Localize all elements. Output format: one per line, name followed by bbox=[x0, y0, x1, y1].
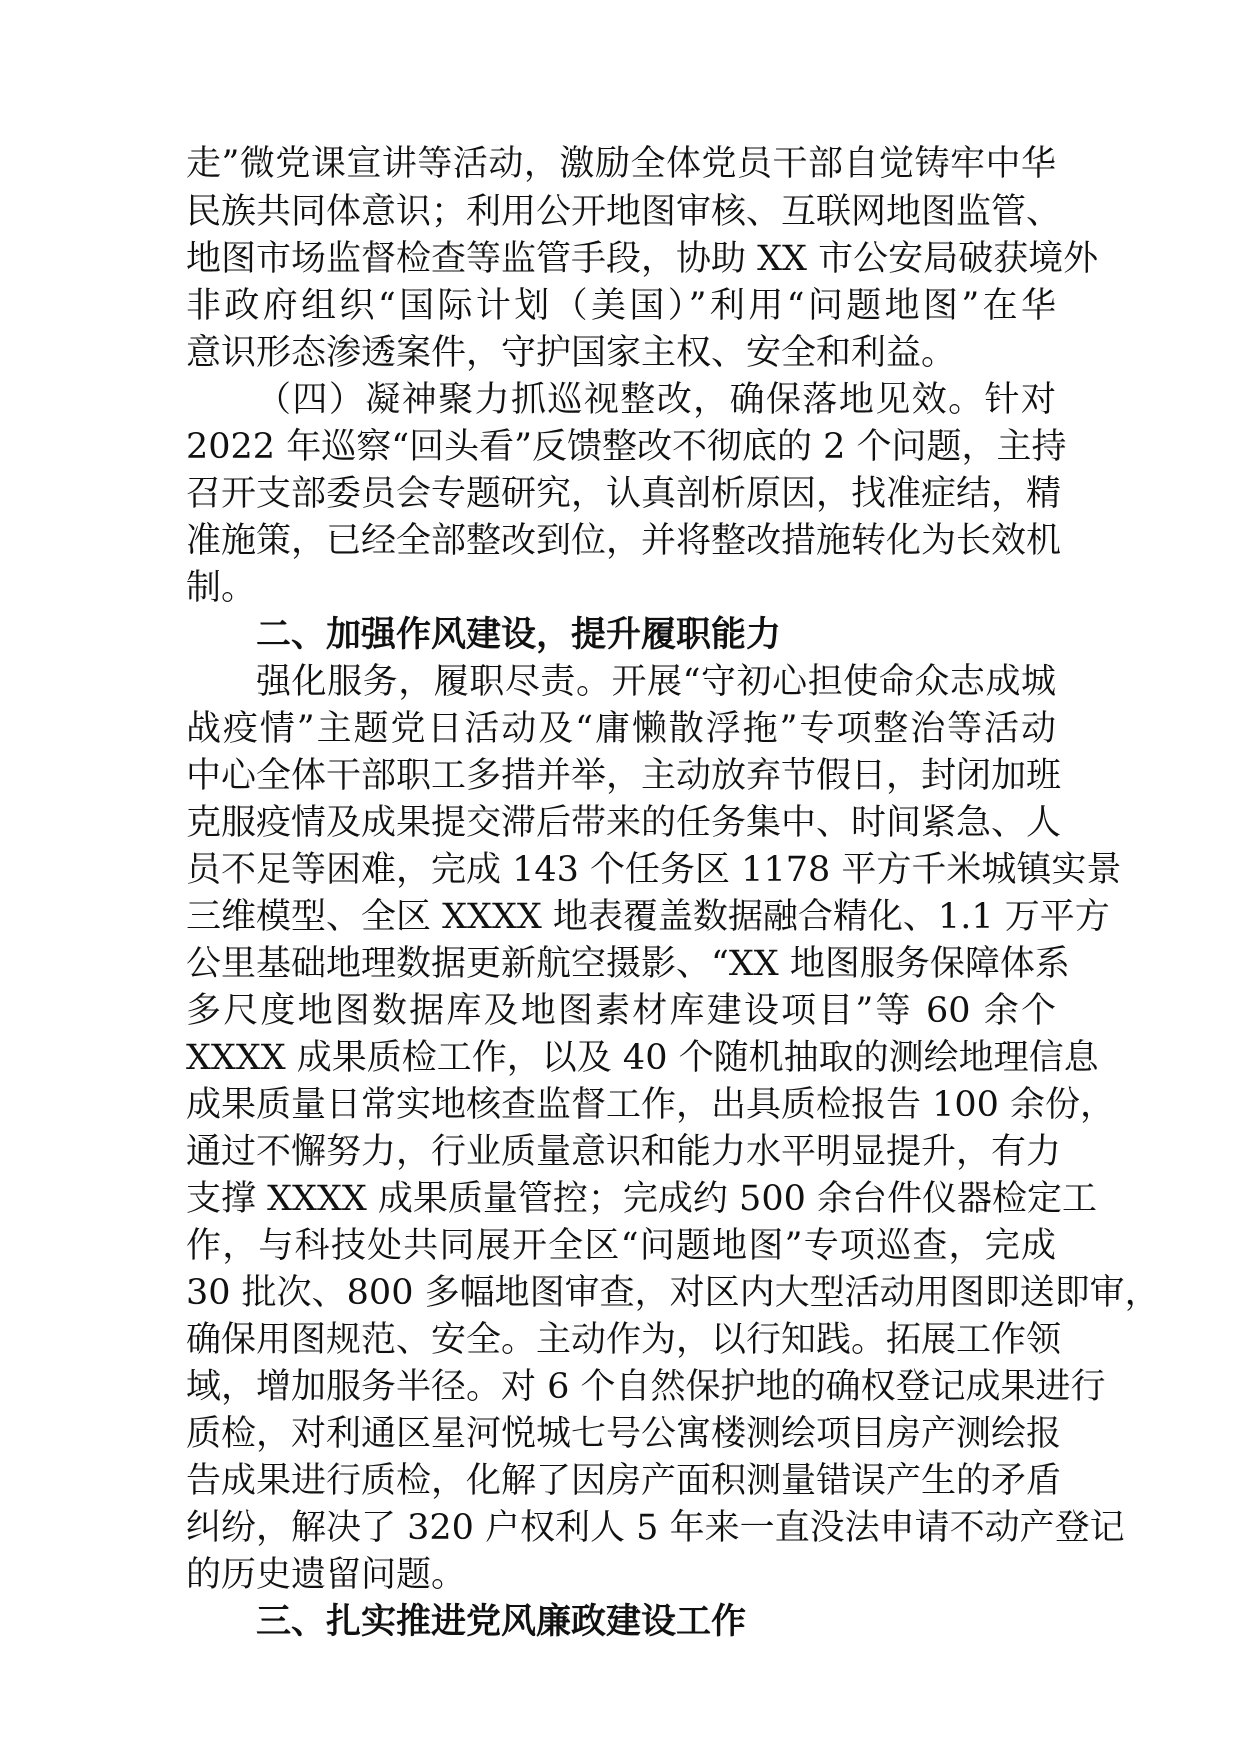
text-line: 地图市场监督检查等监管手段，协助 XX 市公安局破获境外 bbox=[186, 239, 1099, 279]
text-line: 支撑 XXXX 成果质量管控；完成约 500 余台件仪器检定工 bbox=[186, 1179, 1097, 1219]
text-line: 准施策，已经全部整改到位，并将整改措施转化为长效机 bbox=[186, 521, 1062, 561]
text-line: 召开支部委员会专题研究，认真剖析原因，找准症结，精 bbox=[186, 474, 1062, 514]
text-line: 2022 年巡察“回头看”反馈整改不彻底的 2 个问题，主持 bbox=[186, 427, 1067, 467]
text-line: 通过不懈努力，行业质量意识和能力水平明显提升，有力 bbox=[186, 1132, 1062, 1172]
text-line: 员不足等困难，完成 143 个任务区 1178 平方千米城镇实景 bbox=[186, 850, 1122, 890]
text-line: 成果质量日常实地核查监督工作，出具质检报告 100 余份， bbox=[186, 1085, 1116, 1125]
text-line: 多尺度地图数据库及地图素材库建设项目”等 60 余个 bbox=[186, 991, 1056, 1031]
text-line: 制。 bbox=[186, 568, 257, 608]
text-line: 域，增加服务半径。对 6 个自然保护地的确权登记成果进行 bbox=[186, 1367, 1106, 1407]
text-line: 走”微党课宣讲等活动，激励全体党员干部自觉铸牢中华 bbox=[186, 144, 1056, 184]
text-line: 的历史遗留问题。 bbox=[186, 1555, 467, 1595]
text-line: 告成果进行质检，化解了因房产面积测量错误产生的矛盾 bbox=[186, 1461, 1062, 1501]
text-line: 民族共同体意识；利用公开地图审核、互联网地图监管、 bbox=[186, 192, 1062, 232]
text-line: （四）凝神聚力抓巡视整改，确保落地见效。针对 bbox=[256, 380, 1056, 420]
text-line: 纠纷，解决了 320 户权利人 5 年来一直没法申请不动产登记 bbox=[186, 1508, 1125, 1548]
text-line: 战疫情”主题党日活动及“庸懒散浮拖”专项整治等活动 bbox=[186, 709, 1056, 749]
text-line: 意识形态渗透案件，守护国家主权、安全和利益。 bbox=[186, 333, 957, 373]
text-line: 中心全体干部职工多措并举，主动放弃节假日，封闭加班 bbox=[186, 756, 1062, 796]
text-line: 克服疫情及成果提交滞后带来的任务集中、时间紧急、人 bbox=[186, 803, 1062, 843]
text-line: 确保用图规范、安全。主动作为，以行知践。拓展工作领 bbox=[186, 1320, 1062, 1360]
section-heading: 二、加强作风建设，提升履职能力 bbox=[256, 615, 782, 655]
text-line: 质检，对利通区星河悦城七号公寓楼测绘项目房产测绘报 bbox=[186, 1414, 1062, 1454]
text-line: XXXX 成果质检工作，以及 40 个随机抽取的测绘地理信息 bbox=[186, 1038, 1099, 1078]
text-line: 强化服务，履职尽责。开展“守初心担使命众志成城 bbox=[256, 662, 1056, 702]
text-line: 公里基础地理数据更新航空摄影、“XX 地图服务保障体系 bbox=[186, 944, 1070, 984]
section-heading: 三、扎实推进党风廉政建设工作 bbox=[256, 1602, 747, 1642]
text-line: 非政府组织“国际计划（美国）”利用“问题地图”在华 bbox=[186, 286, 1056, 326]
text-line: 三维模型、全区 XXXX 地表覆盖数据融合精化、1.1 万平方 bbox=[186, 897, 1110, 937]
text-line: 作，与科技处共同展开全区“问题地图”专项巡查，完成 bbox=[186, 1226, 1056, 1266]
text-line: 30 批次、800 多幅地图审查，对区内大型活动用图即送即审， bbox=[186, 1273, 1160, 1313]
